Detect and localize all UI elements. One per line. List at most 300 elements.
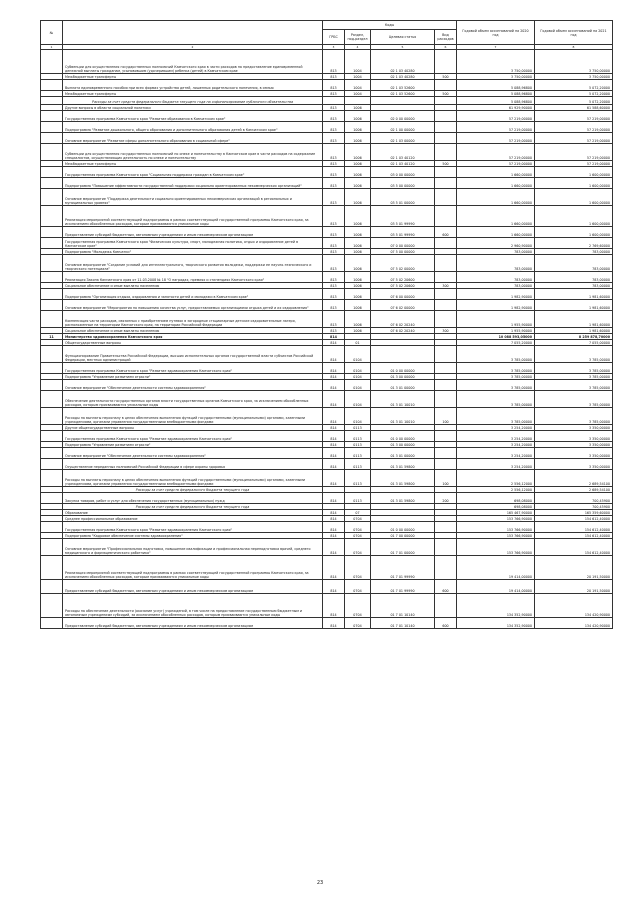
row-name: Расходы за счет средств федерального бюджета текущего года (63, 504, 323, 510)
row-vr (435, 380, 457, 391)
row-csr: 07 6 02 20240 (371, 328, 435, 334)
row-grbs: 814 (323, 408, 345, 425)
row-vr (435, 189, 457, 206)
row-name: Подпрограмма "Управление развитием отрасли" (63, 374, 323, 380)
row-razdel: 1006 (345, 328, 371, 334)
row-amount-2021: 3 750,00000 (535, 50, 613, 74)
row-vr: 200 (435, 493, 457, 504)
row-amount-2021: 134 420,90000 (535, 618, 613, 629)
row-amount-2021: 3 785,00000 (535, 391, 613, 408)
row-grbs: 813 (323, 238, 345, 249)
row-grbs: 813 (323, 111, 345, 122)
row-razdel: 1006 (345, 133, 371, 144)
row-name: Реализация Закона Камчатского края от 11.03.2008 № 18 "О наградах, премиях и стипендиях Камчатского края" (63, 272, 323, 283)
row-vr (435, 448, 457, 459)
row-grbs: 813 (323, 311, 345, 328)
row-amount-2021: 1 600,00000 (535, 167, 613, 178)
row-amount-2021: 8 259 878,70000 (535, 334, 613, 340)
row-name: Основное мероприятие "Мероприятия по повышению качества услуг, предоставляемых организациями отдыха детей и их оздоровления" (63, 300, 323, 311)
row-grbs: 814 (323, 391, 345, 408)
row-csr: 02 1 03 40280 (371, 74, 435, 80)
row-name: Подпрограмма "Развитие дошкольного, общего образования и дополнительного образования детей в Камчатском крае" (63, 122, 323, 133)
row-grbs: 813 (323, 91, 345, 97)
row-grbs: 814 (323, 374, 345, 380)
row-razdel: 1006 (345, 249, 371, 255)
row-number (41, 363, 63, 374)
row-grbs: 814 (323, 516, 345, 522)
row-amount-2021: 57 219,00000 (535, 161, 613, 167)
row-csr: 07 6 00 00000 (371, 289, 435, 300)
row-amount-2020: 1 660,00000 (457, 178, 535, 189)
row-csr: 01 0 00 00000 (371, 363, 435, 374)
row-vr (435, 167, 457, 178)
row-amount-2021: 3 785,00000 (535, 346, 613, 363)
row-csr: 01 7 01 00000 (371, 539, 435, 556)
row-razdel: 1006 (345, 111, 371, 122)
row-csr: 01 3 00 00000 (371, 442, 435, 448)
table-row (41, 539, 613, 556)
row-amount-2020: 5 088,96800 (457, 97, 535, 105)
row-grbs: 814 (323, 346, 345, 363)
row-grbs: 814 (323, 334, 345, 340)
budget-table (40, 20, 613, 629)
table-row (41, 380, 613, 391)
row-name: Общегосударственные вопросы (63, 340, 323, 346)
row-amount-2020: 153 766,90000 (457, 539, 535, 556)
row-number (41, 167, 63, 178)
row-amount-2020: 153 766,90000 (457, 533, 535, 539)
row-csr: 07 5 02 20600 (371, 272, 435, 283)
row-amount-2021: 2 689,54100 (535, 487, 613, 493)
row-amount-2020: 1 982,90000 (457, 300, 535, 311)
row-grbs: 814 (323, 539, 345, 556)
row-amount-2021: 1 600,00000 (535, 189, 613, 206)
row-amount-2021: 2 769,60000 (535, 238, 613, 249)
row-amount-2021: 7 055,00000 (535, 340, 613, 346)
row-razdel: 0113 (345, 493, 371, 504)
table-row (41, 448, 613, 459)
row-number (41, 80, 63, 91)
row-csr: 02 1 00 00000 (371, 122, 435, 133)
row-grbs: 814 (323, 493, 345, 504)
row-grbs: 813 (323, 133, 345, 144)
row-grbs: 814 (323, 431, 345, 442)
row-csr: 01 3 01 10010 (371, 391, 435, 408)
row-vr (435, 133, 457, 144)
row-vr (435, 122, 457, 133)
row-number (41, 580, 63, 594)
row-vr (435, 97, 457, 105)
row-vr (435, 363, 457, 374)
row-amount-2021: 1 981,60000 (535, 311, 613, 328)
row-vr (435, 594, 457, 618)
row-razdel: 1004 (345, 74, 371, 80)
row-grbs: 813 (323, 255, 345, 272)
row-vr (435, 556, 457, 580)
row-amount-2021: 1 600,00000 (535, 227, 613, 238)
row-vr (435, 50, 457, 74)
row-number (41, 346, 63, 363)
row-razdel: 1004 (345, 50, 371, 74)
row-csr: 02 1 03 52600 (371, 80, 435, 91)
row-grbs: 813 (323, 289, 345, 300)
row-amount-2020: 1 660,00000 (457, 206, 535, 227)
row-amount-2020: 3 254,20000 (457, 442, 535, 448)
row-number (41, 189, 63, 206)
row-name: Реализация мероприятий соответствующей подпрограммы в рамках соответствующей государственной программы Камчатского края, за исключением обособленных расходов, которым присваиваются уникальные коды (63, 556, 323, 580)
table-row (41, 363, 613, 374)
row-name: Подпрограмма "Повышение эффективности государственной поддержки социально ориентированных некоммерческих организаций" (63, 178, 323, 189)
row-amount-2021: 61 588,60000 (535, 105, 613, 111)
row-csr: 01 7 01 10140 (371, 618, 435, 629)
row-grbs: 814 (323, 425, 345, 431)
row-razdel: 1006 (345, 289, 371, 300)
row-amount-2021: 783,00000 (535, 255, 613, 272)
row-amount-2021: 3 350,00000 (535, 442, 613, 448)
row-csr: 01 3 00 00000 (371, 374, 435, 380)
row-amount-2021: 783,00000 (535, 249, 613, 255)
row-number (41, 618, 63, 629)
colnum-2: 2 (63, 45, 323, 50)
row-number (41, 594, 63, 618)
table-row (41, 408, 613, 425)
table-row (41, 618, 613, 629)
row-amount-2021: 134 420,90000 (535, 594, 613, 618)
row-grbs: 814 (323, 340, 345, 346)
row-amount-2021: 57 219,00000 (535, 122, 613, 133)
row-csr: 02 1 03 40120 (371, 144, 435, 161)
row-vr (435, 255, 457, 272)
row-number (41, 391, 63, 408)
row-razdel: 0113 (345, 448, 371, 459)
table-row (41, 50, 613, 74)
row-razdel: 1004 (345, 80, 371, 91)
row-amount-2021: 3 350,00000 (535, 459, 613, 470)
row-name: Государственная программа Камчатского края "Социальная поддержка граждан в Камчатском крае" (63, 167, 323, 178)
row-number: 11 (41, 334, 63, 340)
row-name: Основное мероприятие "Создание условий для интеллектуального, творческого развития молодежи, поддержки ее научно-технического и творческого потенциала" (63, 255, 323, 272)
row-razdel: 1006 (345, 238, 371, 249)
row-name: Выплата единовременного пособия при всех формах устройства детей, лишенных родительского попечения, в семью (63, 80, 323, 91)
row-vr (435, 391, 457, 408)
col-vr-header: Вид расходов (435, 30, 457, 45)
row-number (41, 539, 63, 556)
row-grbs: 814 (323, 470, 345, 487)
row-csr: 01 3 01 10010 (371, 408, 435, 425)
row-csr: 01 0 00 00000 (371, 431, 435, 442)
table-row (41, 300, 613, 311)
col-name-header (63, 21, 323, 45)
codes-header: Коды (323, 21, 457, 30)
row-razdel: 0104 (345, 374, 371, 380)
table-row (41, 522, 613, 533)
row-number (41, 227, 63, 238)
row-csr: 02 1 03 00000 (371, 133, 435, 144)
table-row (41, 470, 613, 487)
row-vr: 600 (435, 618, 457, 629)
row-amount-2020: 5 088,96800 (457, 80, 535, 91)
row-amount-2021: 1 981,60000 (535, 289, 613, 300)
row-csr: 03 0 00 00000 (371, 167, 435, 178)
colnum-1: 1 (41, 45, 63, 50)
row-number (41, 255, 63, 272)
row-amount-2020: 1 955,90000 (457, 311, 535, 328)
row-name: Расходы на обеспечение деятельности (оказание услуг) учреждений, в том числе на предоставление государственным бюджетным и автономным учреждениям субсидий, за исключением обособленных расходов, которым присваиваются уникальные коды (63, 594, 323, 618)
row-name: Социальное обеспечение и иные выплаты населению (63, 328, 323, 334)
row-razdel: 0704 (345, 539, 371, 556)
table-row (41, 272, 613, 283)
row-amount-2020: 3 750,00000 (457, 74, 535, 80)
row-amount-2020: 5 088,96800 (457, 91, 535, 97)
table-row (41, 178, 613, 189)
row-razdel: 0704 (345, 556, 371, 580)
row-number (41, 459, 63, 470)
table-row (41, 206, 613, 227)
row-vr (435, 272, 457, 283)
colnum-4: 4 (345, 45, 371, 50)
row-grbs: 814 (323, 594, 345, 618)
row-vr: 100 (435, 470, 457, 487)
row-csr: 07 6 02 20240 (371, 311, 435, 328)
row-amount-2021: 57 219,00000 (535, 133, 613, 144)
row-amount-2020: 57 219,00000 (457, 122, 535, 133)
row-name: Другие вопросы в области социальной политики (63, 105, 323, 111)
row-csr: 01 3 01 00000 (371, 448, 435, 459)
table-row (41, 144, 613, 161)
col-csr-header: Целевая статья (371, 30, 435, 45)
col-razdel-header: Раздел, под-раздел (345, 30, 371, 45)
row-grbs: 813 (323, 249, 345, 255)
row-vr: 100 (435, 408, 457, 425)
row-amount-2020: 57 219,00000 (457, 161, 535, 167)
row-razdel: 1006 (345, 283, 371, 289)
row-amount-2020: 3 750,00000 (457, 50, 535, 74)
row-name: Другие общегосударственные вопросы (63, 425, 323, 431)
row-amount-2020: 1 982,90000 (457, 289, 535, 300)
row-number (41, 408, 63, 425)
table-row (41, 391, 613, 408)
colnum-5: 5 (371, 45, 435, 50)
row-csr: 01 7 01 99990 (371, 556, 435, 580)
row-grbs: 814 (323, 363, 345, 374)
row-grbs: 813 (323, 328, 345, 334)
row-grbs: 814 (323, 380, 345, 391)
row-number (41, 178, 63, 189)
table-row (41, 167, 613, 178)
row-amount-2020: 783,00000 (457, 272, 535, 283)
row-csr: 02 0 00 00000 (371, 111, 435, 122)
row-razdel: 1006 (345, 300, 371, 311)
row-amount-2020: 783,00000 (457, 255, 535, 272)
row-number (41, 300, 63, 311)
row-razdel: 0704 (345, 522, 371, 533)
row-name: Министерство здравоохранения Камчатского края (63, 334, 323, 340)
row-grbs: 814 (323, 510, 345, 516)
row-grbs: 813 (323, 283, 345, 289)
row-name: Предоставление субсидий бюджетным, автономным учреждениям и иным некоммерческим организациям (63, 227, 323, 238)
row-vr (435, 431, 457, 442)
table-row (41, 80, 613, 91)
row-vr: 500 (435, 161, 457, 167)
table-row (41, 227, 613, 238)
row-name: Основное мероприятие "Обеспечение деятельности системы здравоохранения" (63, 448, 323, 459)
col-num-header: № (41, 21, 63, 45)
table-row (41, 594, 613, 618)
row-vr (435, 539, 457, 556)
row-name: Государственная программа Камчатского края "Физическая культура, спорт, молодежная политика, отдых и оздоровление детей в Камчатском крае" (63, 238, 323, 249)
table-row (41, 346, 613, 363)
row-vr (435, 311, 457, 328)
row-vr (435, 459, 457, 470)
row-name: Функционирование Правительства Российской Федерации, высших исполнительных органов государственной власти субъектов Российской Федерации, местных администраций (63, 346, 323, 363)
row-csr: 03 5 00 00000 (371, 178, 435, 189)
row-vr: 600 (435, 580, 457, 594)
row-razdel: 0704 (345, 618, 371, 629)
row-razdel: 0104 (345, 408, 371, 425)
row-number (41, 470, 63, 487)
row-razdel: 0113 (345, 431, 371, 442)
row-grbs: 813 (323, 272, 345, 283)
row-number (41, 380, 63, 391)
row-csr: 01 3 01 59800 (371, 470, 435, 487)
row-number (41, 111, 63, 122)
row-number (41, 493, 63, 504)
row-name: Государственная программа Камчатского края "Развитие здравоохранения Камчатского края" (63, 522, 323, 533)
row-razdel: 0104 (345, 380, 371, 391)
row-amount-2020: 19 414,00000 (457, 580, 535, 594)
row-name: Расходы за счет средств федерального бюджета текущего года на софинансирование публичного обязательства (63, 97, 323, 105)
table-row (41, 459, 613, 470)
row-name: Среднее профессиональное образование (63, 516, 323, 522)
colnum-8: 8 (535, 45, 613, 50)
row-amount-2021: 783,00000 (535, 272, 613, 283)
col-grbs-header: ГРБС (323, 30, 345, 45)
table-row (41, 122, 613, 133)
row-grbs: 814 (323, 556, 345, 580)
budget-table-sheet (40, 20, 612, 629)
row-razdel (345, 97, 371, 105)
row-amount-2020: 2 556,12000 (457, 470, 535, 487)
row-amount-2021: 1 981,60000 (535, 300, 613, 311)
row-razdel: 0704 (345, 580, 371, 594)
row-number (41, 556, 63, 580)
row-razdel: 1006 (345, 227, 371, 238)
row-razdel: 0113 (345, 470, 371, 487)
row-amount-2020: 3 254,20000 (457, 459, 535, 470)
row-amount-2021: 1 600,00000 (535, 206, 613, 227)
row-amount-2020: 1 660,00000 (457, 227, 535, 238)
row-csr: 07 6 02 00000 (371, 300, 435, 311)
table-row (41, 556, 613, 580)
row-razdel: 1006 (345, 144, 371, 161)
table-row (41, 189, 613, 206)
row-name: Субвенции для осуществления государственных полномочий Камчатского края в части расходов на предоставление единовременной денежной выплаты гражданам, усыновившим (удочерившим) ребенка (детей) в Камчатском крае (63, 50, 323, 74)
row-name: Основное мероприятие "Развитие сферы дополнительного образования в социальной сфере" (63, 133, 323, 144)
row-amount-2021: 3 350,00000 (535, 425, 613, 431)
row-csr (371, 346, 435, 363)
row-amount-2021: 3 785,00000 (535, 380, 613, 391)
table-row (41, 133, 613, 144)
row-amount-2021: 154 612,40000 (535, 533, 613, 539)
row-grbs: 813 (323, 178, 345, 189)
row-vr (435, 144, 457, 161)
row-amount-2021: 5 072,20000 (535, 91, 613, 97)
row-amount-2021: 3 350,00000 (535, 448, 613, 459)
row-csr (371, 97, 435, 105)
row-name: Подпрограмма "Управление развитием отрасли" (63, 442, 323, 448)
row-csr: 02 1 03 52600 (371, 91, 435, 97)
row-amount-2020: 10 088 593,05000 (457, 334, 535, 340)
row-vr (435, 206, 457, 227)
row-name: Обеспечение деятельности государственных органов власти государственных органов Камчатского края, за исключением обособленных расходов, которым присваиваются уникальные коды (63, 391, 323, 408)
row-name: Предоставление субсидий бюджетным, автономным учреждениям и иным некоммерческим организациям (63, 618, 323, 629)
row-grbs: 813 (323, 227, 345, 238)
row-grbs (323, 97, 345, 105)
row-razdel: 01 (345, 340, 371, 346)
row-name: Образование (63, 510, 323, 516)
row-number (41, 448, 63, 459)
row-amount-2021: 165 359,60000 (535, 510, 613, 516)
row-amount-2020: 134 352,90000 (457, 594, 535, 618)
row-vr: 300 (435, 283, 457, 289)
colnum-7: 7 (457, 45, 535, 50)
row-razdel: 0104 (345, 363, 371, 374)
row-razdel: 1006 (345, 178, 371, 189)
colnum-3: 3 (323, 45, 345, 50)
row-amount-2020: 2 556,12000 (457, 487, 535, 493)
row-name: Подпрограмма "Молодежь Камчатки" (63, 249, 323, 255)
row-amount-2020: 57 219,00000 (457, 133, 535, 144)
row-razdel: 0704 (345, 533, 371, 539)
row-csr: 03 5 01 99990 (371, 206, 435, 227)
row-razdel: 0113 (345, 425, 371, 431)
row-amount-2021: 3 350,00000 (535, 431, 613, 442)
table-row (41, 431, 613, 442)
row-grbs: 814 (323, 448, 345, 459)
row-number (41, 206, 63, 227)
row-csr: 01 3 01 59800 (371, 493, 435, 504)
row-amount-2021: 700,45900 (535, 493, 613, 504)
row-razdel: 1006 (345, 311, 371, 328)
row-razdel: 0104 (345, 346, 371, 363)
row-amount-2021: 3 785,00000 (535, 363, 613, 374)
row-razdel: 1006 (345, 255, 371, 272)
row-name: Основное мероприятие "Обеспечение деятельности системы здравоохранения" (63, 380, 323, 391)
row-amount-2020: 698,08000 (457, 493, 535, 504)
row-csr: 07 5 02 00000 (371, 255, 435, 272)
row-vr (435, 80, 457, 91)
row-amount-2020: 134 352,90000 (457, 618, 535, 629)
row-amount-2020: 2 960,90000 (457, 238, 535, 249)
row-amount-2020: 61 929,90000 (457, 105, 535, 111)
row-razdel: 1006 (345, 122, 371, 133)
row-name: Межбюджетные трансферты (63, 161, 323, 167)
row-amount-2021: 5 072,20000 (535, 80, 613, 91)
row-amount-2021: 3 750,00000 (535, 74, 613, 80)
row-number (41, 122, 63, 133)
row-amount-2021: 1 981,60000 (535, 328, 613, 334)
row-name: Государственная программа Камчатского края "Развитие здравоохранения Камчатского края" (63, 431, 323, 442)
row-name: Подпрограмма "Организация отдыха, оздоровления и занятости детей и молодежи в Камчатском крае" (63, 289, 323, 300)
row-csr: 02 1 03 40280 (371, 50, 435, 74)
row-name: Расходы за счет средств федерального бюджета текущего года (63, 487, 323, 493)
row-name: Основное мероприятие "Поддержка деятельности социально ориентированных некоммерческих организаций в региональных и муниципальных уровнях" (63, 189, 323, 206)
row-name: Межбюджетные трансферты (63, 91, 323, 97)
row-amount-2020: 1 660,00000 (457, 189, 535, 206)
row-name: Предоставление субсидий бюджетным, автономным учреждениям и иным некоммерческим организациям (63, 580, 323, 594)
row-amount-2020: 783,00000 (457, 283, 535, 289)
row-grbs: 814 (323, 459, 345, 470)
